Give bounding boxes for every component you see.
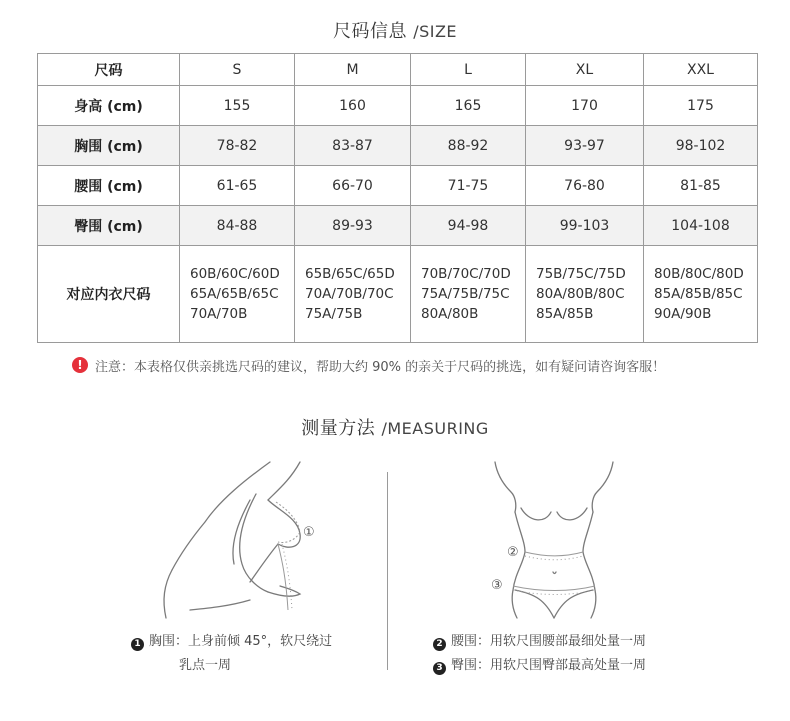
table-row — [38, 206, 758, 246]
chest-caption-line2: 乳点一周 — [179, 658, 232, 673]
warning-icon: ! — [72, 357, 88, 373]
measuring-title-en: /MEASURING — [381, 419, 489, 438]
table-cell: 83-87 — [295, 126, 411, 166]
bra-size-line: 80B/80C/80D — [654, 266, 744, 282]
row-label: 臀围 (cm) — [38, 206, 180, 246]
table-cell: 61-65 — [180, 166, 295, 206]
table-cell: 66-70 — [295, 166, 411, 206]
table-cell: 78-82 — [180, 126, 295, 166]
table-cell: 165 — [411, 86, 526, 126]
table-cell: 98-102 — [644, 126, 758, 166]
bra-cell — [411, 246, 526, 343]
waist-marker: ② — [507, 545, 519, 560]
bra-cell — [295, 246, 411, 343]
measuring-title — [0, 414, 790, 440]
table-row — [38, 86, 758, 126]
table-row — [38, 166, 758, 206]
size-title-en: /SIZE — [413, 22, 458, 41]
hip-marker: ③ — [491, 578, 503, 593]
bra-size-line: 70A/70B — [190, 306, 248, 322]
table-cell: 170 — [526, 86, 644, 126]
table-cell: 160 — [295, 86, 411, 126]
table-cell: 99-103 — [526, 206, 644, 246]
bra-cell — [180, 246, 295, 343]
bra-size-line: 85A/85B/85C — [654, 286, 743, 302]
measuring-title-cn: 测量方法 — [301, 418, 376, 439]
row-label: 腰围 (cm) — [38, 166, 180, 206]
bra-size-line: 80A/80B — [421, 306, 479, 322]
step-two-icon: 2 — [433, 638, 446, 651]
table-cell: 104-108 — [644, 206, 758, 246]
table-cell: 89-93 — [295, 206, 411, 246]
bra-size-line: 75A/75B/75C — [421, 286, 510, 302]
bra-size-line: 80A/80B/80C — [536, 286, 625, 302]
bra-size-line: 70A/70B/70C — [305, 286, 394, 302]
table-cell: 94-98 — [411, 206, 526, 246]
waist-caption: 腰围：用软尺围腰部最细处量一周 — [451, 634, 647, 649]
size-note — [72, 355, 665, 375]
size-title-cn: 尺码信息 — [332, 21, 407, 42]
row-label: 胸围 (cm) — [38, 126, 180, 166]
table-cell: 71-75 — [411, 166, 526, 206]
row-label: 对应内衣尺码 — [38, 246, 180, 343]
chest-marker: ① — [303, 525, 315, 540]
bra-size-line: 90A/90B — [654, 306, 712, 322]
table-cell: 76-80 — [526, 166, 644, 206]
note-text: 注意：本表格仅供亲挑选尺码的建议，帮助大约 90% 的亲关于尺码的挑选，如有疑问请咨询客服！ — [95, 359, 666, 375]
size-table — [37, 53, 758, 343]
row-label: 身高 (cm) — [38, 86, 180, 126]
bra-cell — [644, 246, 758, 343]
header-cell: 尺码 — [38, 54, 180, 86]
chest-caption — [131, 630, 332, 678]
waist-hip-captions — [433, 630, 646, 678]
header-cell: L — [411, 54, 526, 86]
table-cell: 155 — [180, 86, 295, 126]
header-cell: M — [295, 54, 411, 86]
bra-size-line: 65B/65C/65D — [305, 266, 395, 282]
bra-size-line: 70B/70C/70D — [421, 266, 511, 282]
table-cell: 84-88 — [180, 206, 295, 246]
table-row-bra — [38, 246, 758, 343]
header-cell: XXL — [644, 54, 758, 86]
bra-size-line: 75A/75B — [305, 306, 363, 322]
table-row — [38, 126, 758, 166]
header-cell: S — [180, 54, 295, 86]
table-cell: 93-97 — [526, 126, 644, 166]
table-cell: 175 — [644, 86, 758, 126]
bra-cell — [526, 246, 644, 343]
chest-measure-illustration — [150, 460, 340, 620]
table-cell: 88-92 — [411, 126, 526, 166]
bra-size-line: 65A/65B/65C — [190, 286, 279, 302]
bra-size-line: 85A/85B — [536, 306, 594, 322]
waist-hip-measure-illustration — [485, 460, 625, 620]
table-cell: 81-85 — [644, 166, 758, 206]
size-title — [0, 17, 790, 43]
step-one-icon: 1 — [131, 638, 144, 651]
chest-caption-line1: 胸围：上身前倾 45°，软尺绕过 — [149, 634, 333, 649]
header-cell: XL — [526, 54, 644, 86]
hip-caption: 臀围：用软尺围臀部最高处量一周 — [451, 658, 647, 673]
bra-size-line: 60B/60C/60D — [190, 266, 280, 282]
bra-size-line: 75B/75C/75D — [536, 266, 626, 282]
step-three-icon: 3 — [433, 662, 446, 675]
vertical-divider — [387, 472, 388, 670]
table-header-row — [38, 54, 758, 86]
